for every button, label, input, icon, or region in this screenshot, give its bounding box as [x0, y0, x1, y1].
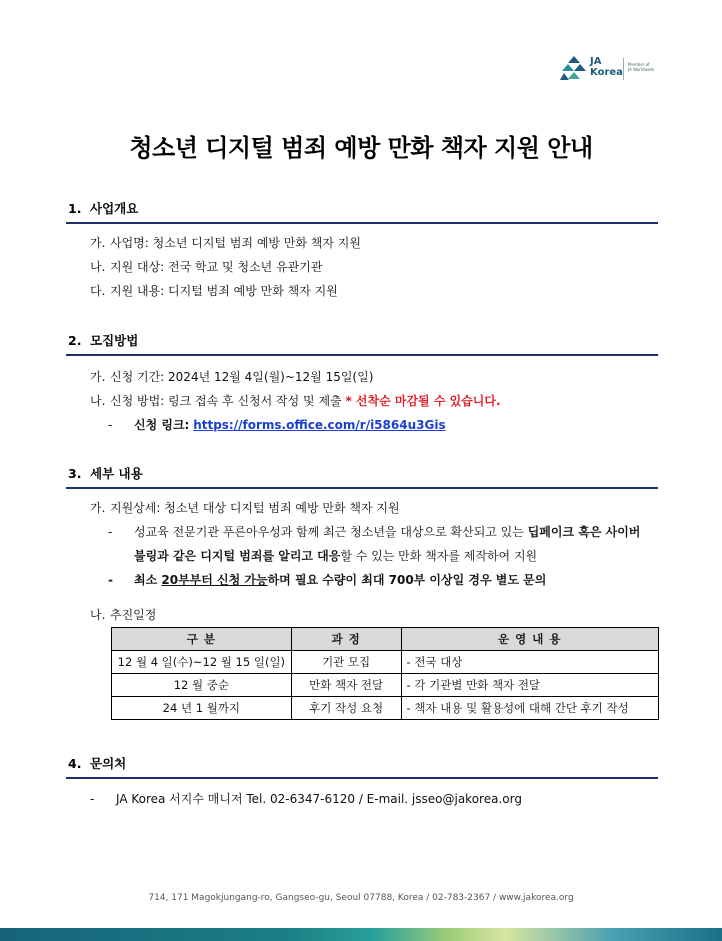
- bullet-text: 성교육 전문기관 푸른아우성과 함께 최근 청소년을 대상으로 확산되고 있는: [134, 525, 528, 539]
- section-title: 세부 내용: [90, 466, 143, 481]
- section-title: 모집방법: [90, 333, 139, 348]
- section-title: 문의처: [90, 756, 127, 771]
- item-text: 신청 방법: 링크 접속 후 신청서 작성 및 제출: [110, 394, 342, 408]
- header-category: 구 분: [112, 628, 292, 651]
- item-marker: 나.: [90, 260, 106, 274]
- section-4-heading: [68, 754, 126, 772]
- item-marker: 나.: [90, 608, 106, 622]
- table-cell: 24 년 1 월까지: [112, 697, 292, 720]
- list-item: [90, 282, 338, 299]
- ja-korea-logo: [560, 54, 680, 86]
- bullet-emphasis: 딥페이크 혹은 사이버: [527, 525, 641, 539]
- detail-bullet-1: [108, 523, 640, 540]
- document-title: 청소년 디지털 범죄 예방 만화 책자 지원 안내: [129, 134, 593, 162]
- table-row: [112, 651, 659, 674]
- item-text: 지원상세: 청소년 대상 디지털 범죄 예방 만화 책자 지원: [110, 501, 400, 515]
- footer-color-band: [0, 928, 722, 941]
- section-3-heading: [68, 464, 143, 482]
- table-cell: 기관 모집: [291, 651, 401, 674]
- apply-link-row: [108, 416, 446, 433]
- section-title: 사업개요: [90, 201, 139, 216]
- detail-bullet-2: [108, 571, 546, 588]
- list-item: [90, 606, 156, 623]
- table-cell: 12 월 4 일(수)~12 월 15 일(일): [112, 651, 292, 674]
- section-number: 3.: [68, 466, 82, 481]
- footer-address: 714, 171 Magokjungang-ro, Gangseo-gu, Seoul 07788, Korea / 02-783-2367 / www.jakorea.org: [148, 893, 574, 903]
- bullet-emphasis: 불링과 같은 디지털 범죄를 알리고 대응: [134, 549, 341, 563]
- table-cell: 후기 작성 요청: [291, 697, 401, 720]
- item-text: 추진일정: [110, 608, 157, 622]
- logo-member-text: [628, 62, 654, 72]
- detail-bullet-1-cont: [134, 547, 537, 564]
- section-number: 1.: [68, 201, 82, 216]
- ja-triangles-icon: [560, 54, 588, 84]
- table-header-row: [112, 628, 659, 651]
- contact-line: [90, 790, 522, 807]
- item-text: 사업명: 청소년 디지털 범죄 예방 만화 책자 지원: [110, 236, 361, 250]
- schedule-table: [111, 627, 659, 720]
- bullet-text: 최소: [134, 573, 162, 587]
- section-2-heading: [68, 331, 138, 349]
- logo-brand: JA: [590, 56, 602, 67]
- list-item: [90, 258, 322, 275]
- table-row: [112, 674, 659, 697]
- section-number: 4.: [68, 756, 82, 771]
- bullet-dash: -: [108, 573, 113, 587]
- table-cell: - 각 기관별 만화 책자 전달: [401, 674, 658, 697]
- table-row: [112, 697, 659, 720]
- min-quantity-emphasis: 20부부터 신청 가능: [161, 573, 268, 587]
- item-marker: 다.: [90, 284, 106, 298]
- logo-wordmark: [590, 56, 623, 78]
- item-marker: 가.: [90, 236, 106, 250]
- section-number: 2.: [68, 333, 82, 348]
- item-text: 지원 대상: 전국 학교 및 청소년 유관기관: [110, 260, 323, 274]
- logo-member-line1: Member of: [628, 62, 650, 67]
- bullet-dash: -: [108, 525, 113, 539]
- apply-link-label: 신청 링크:: [134, 418, 190, 432]
- table-cell: - 전국 대상: [401, 651, 658, 674]
- section-divider: [66, 222, 658, 224]
- table-cell: 12 월 중순: [112, 674, 292, 697]
- bullet-text: 하며 필요 수량이 최대 700부 이상일 경우 별도 문의: [267, 573, 547, 587]
- header-details: 운 영 내 용: [401, 628, 658, 651]
- bullet-dash: -: [108, 418, 113, 432]
- list-item: [90, 234, 361, 251]
- item-text: 신청 기간: 2024년 12월 4일(월)~12월 15일(일): [110, 370, 374, 384]
- item-marker: 나.: [90, 394, 106, 408]
- item-marker: 가.: [90, 501, 106, 515]
- item-text: 지원 내용: 디지털 범죄 예방 만화 책자 지원: [110, 284, 338, 298]
- section-divider: [66, 354, 658, 356]
- contact-text: JA Korea 서지수 매니저 Tel. 02-6347-6120 / E-mail. jsseo@jakorea.org: [116, 792, 522, 806]
- deadline-note: * 선착순 마감될 수 있습니다.: [345, 394, 501, 408]
- apply-form-link[interactable]: https://forms.office.com/r/i5864u3Gis: [193, 418, 446, 432]
- bullet-dash: -: [90, 792, 95, 806]
- list-item: [90, 368, 373, 385]
- list-item: [90, 392, 501, 409]
- table-cell: 만화 책자 전달: [291, 674, 401, 697]
- logo-brand-korea: Korea: [590, 67, 623, 78]
- section-1-heading: [68, 199, 138, 217]
- logo-member-line2: JA Worldwide: [628, 67, 654, 72]
- header-process: 과 정: [291, 628, 401, 651]
- logo-divider: [623, 58, 624, 80]
- bullet-text: 할 수 있는 만화 책자를 제작하여 지원: [340, 549, 538, 563]
- list-item: [90, 499, 400, 516]
- table-cell: - 책자 내용 및 활용성에 대해 간단 후기 작성: [401, 697, 658, 720]
- section-divider: [66, 487, 658, 489]
- section-divider: [66, 777, 658, 779]
- item-marker: 가.: [90, 370, 106, 384]
